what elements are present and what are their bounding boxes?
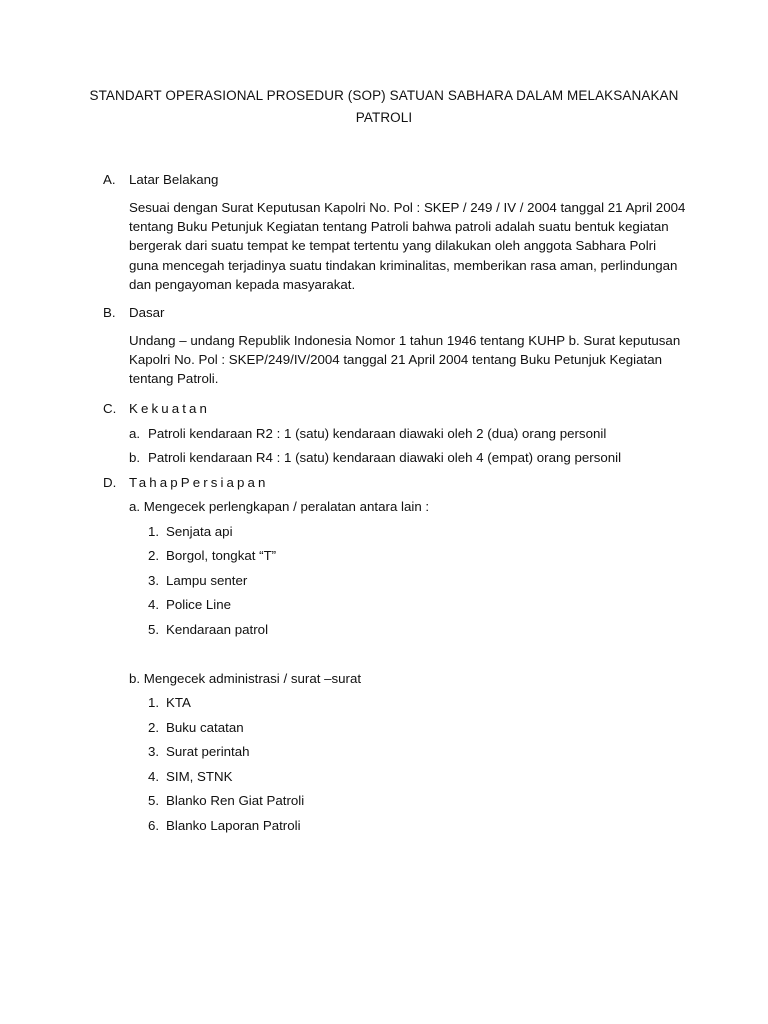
list-number: 5. bbox=[148, 793, 160, 808]
paragraph-line: tentang Patroli. bbox=[129, 371, 219, 387]
document-title-line-2: PATROLI bbox=[355, 110, 413, 125]
paragraph-line: Kapolri No. Pol : SKEP/249/IV/2004 tanggal 21 April 2004 tentang Buku Petunjuk Kegiatan bbox=[129, 352, 662, 368]
paragraph-line: Sesuai dengan Surat Keputusan Kapolri No. Pol : SKEP / 249 / IV / 2004 tanggal 21 April 2004 bbox=[129, 200, 686, 215]
section-c-heading: Kekuatan bbox=[129, 401, 210, 416]
subsection-a-heading: a. Mengecek perlengkapan / peralatan antara lain : bbox=[129, 499, 430, 514]
list-item: Police Line bbox=[166, 597, 232, 612]
paragraph-line: bergerak dari suatu tempat ke tempat tertentu yang dilakukan oleh anggota Sabhara Polri bbox=[129, 238, 657, 254]
paragraph-line: tentang Buku Petunjuk Kegiatan tentang Patroli bahwa patroli adalah suatu bentuk kegiatan bbox=[129, 219, 669, 235]
section-d-letter: D. bbox=[103, 475, 117, 490]
paragraph-line: Undang – undang Republik Indonesia Nomor 1 tahun 1946 tentang KUHP b. Surat keputusan bbox=[129, 333, 681, 348]
section-c-letter: C. bbox=[103, 401, 117, 416]
list-number: 1. bbox=[148, 524, 160, 539]
subsection-b-heading: b. Mengecek administrasi / surat –surat bbox=[129, 671, 362, 686]
section-a-letter: A. bbox=[103, 172, 116, 187]
section-b-heading: Dasar bbox=[129, 305, 165, 320]
list-item: Blanko Laporan Patroli bbox=[166, 818, 301, 833]
list-item: Kendaraan patrol bbox=[166, 622, 269, 637]
section-a-paragraph bbox=[129, 198, 686, 294]
list-number: 5. bbox=[148, 622, 160, 637]
document-title-line-1: STANDART OPERASIONAL PROSEDUR (SOP) SATUAN SABHARA DALAM MELAKSANAKAN bbox=[89, 88, 679, 103]
list-item: Borgol, tongkat “T” bbox=[166, 548, 277, 563]
section-a-heading: Latar Belakang bbox=[129, 172, 219, 187]
list-item: Patroli kendaraan R4 : 1 (satu) kendaraan diawaki oleh 4 (empat) orang personil bbox=[148, 450, 622, 465]
list-item: Surat perintah bbox=[166, 744, 250, 759]
list-number: 2. bbox=[148, 720, 160, 735]
paragraph-line: guna mencegah terjadinya suatu tindakan kriminalitas, memberikan rasa aman, perlindungan bbox=[129, 257, 678, 273]
section-d-heading: TahapPersiapan bbox=[129, 475, 269, 490]
list-number: 3. bbox=[148, 744, 160, 759]
list-number: 3. bbox=[148, 573, 160, 588]
list-marker: b. bbox=[129, 450, 141, 465]
list-number: 4. bbox=[148, 597, 160, 612]
section-b-paragraph bbox=[129, 331, 681, 389]
list-marker: a. bbox=[129, 426, 141, 441]
list-number: 1. bbox=[148, 695, 160, 710]
list-item: SIM, STNK bbox=[166, 769, 233, 784]
list-number: 2. bbox=[148, 548, 160, 563]
list-item: Blanko Ren Giat Patroli bbox=[166, 793, 305, 808]
list-number: 6. bbox=[148, 818, 160, 833]
list-item: Lampu senter bbox=[166, 573, 248, 588]
list-number: 4. bbox=[148, 769, 160, 784]
list-item: KTA bbox=[166, 695, 191, 710]
list-item: Buku catatan bbox=[166, 720, 244, 735]
list-item: Patroli kendaraan R2 : 1 (satu) kendaraan diawaki oleh 2 (dua) orang personil bbox=[148, 426, 607, 441]
paragraph-line: dan pengayoman kepada masyarakat. bbox=[129, 276, 356, 292]
list-item: Senjata api bbox=[166, 524, 233, 539]
section-b-letter: B. bbox=[103, 305, 116, 320]
